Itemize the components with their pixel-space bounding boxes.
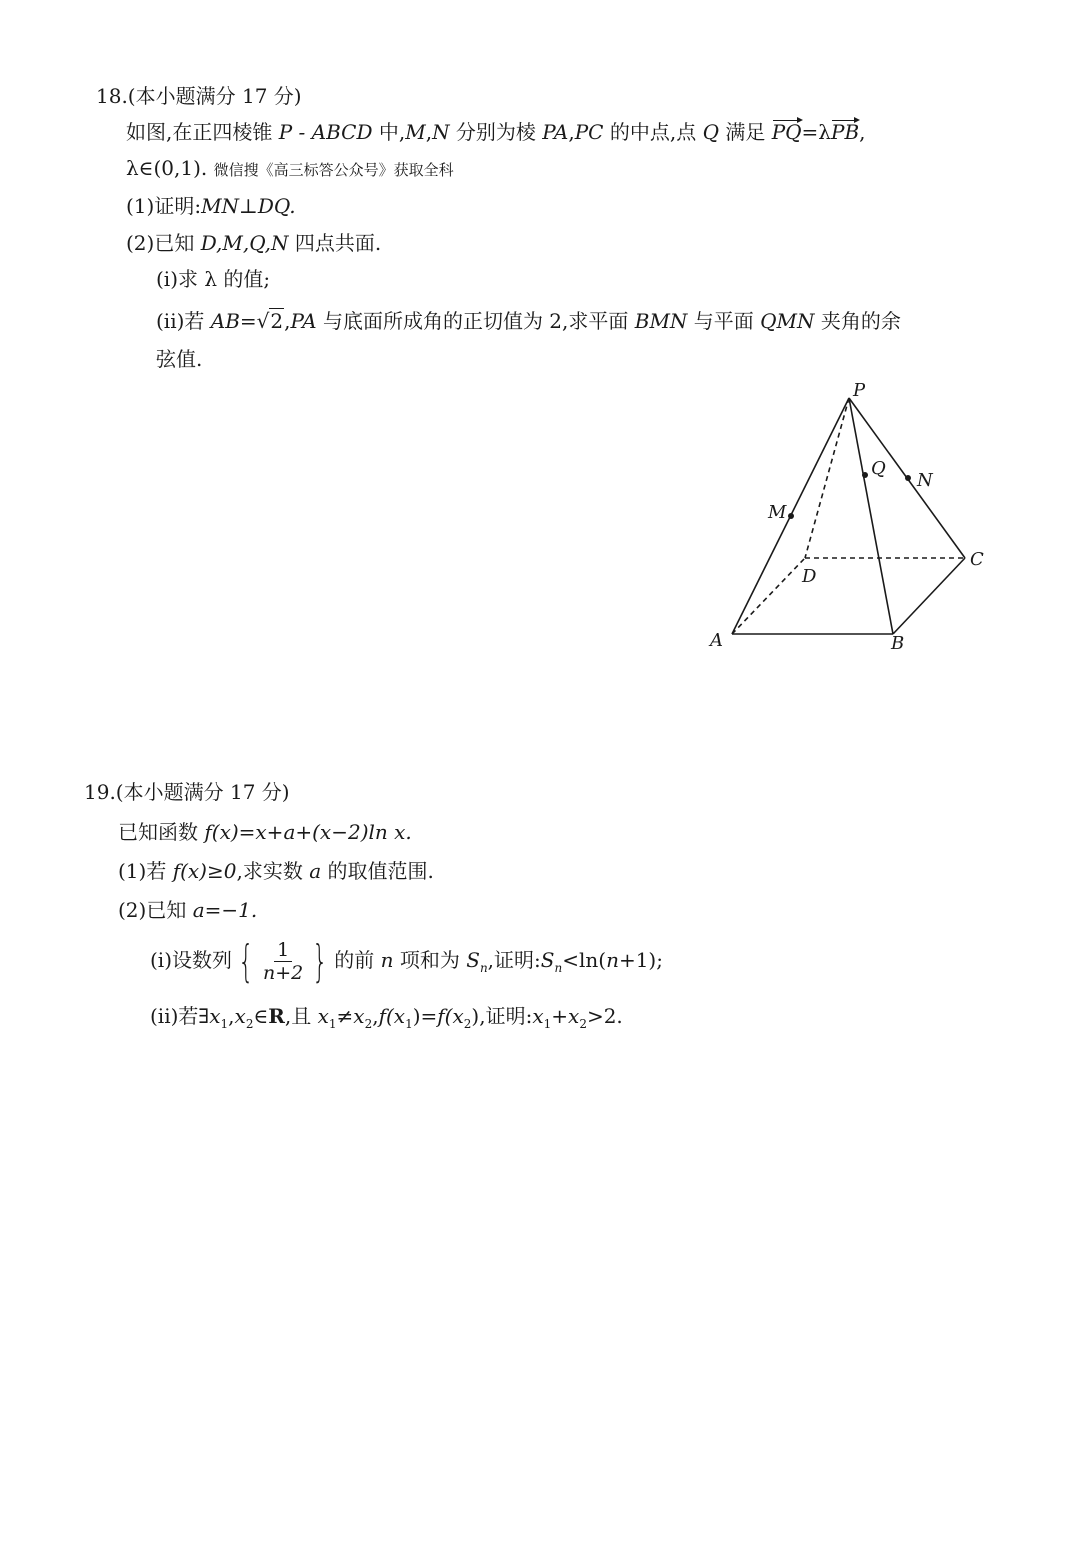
q18-stem-line2 xyxy=(126,154,454,184)
sqrt-two: √2 xyxy=(256,309,284,333)
watermark-text: 微信搜《高三标答公众号》获取全科 xyxy=(213,161,454,179)
q18-comma1: , xyxy=(425,120,433,144)
q19-p2i-a: (i)设数列 xyxy=(150,948,233,972)
q18-part1 xyxy=(126,192,296,220)
q18-q: Q xyxy=(702,120,719,144)
label-m: M xyxy=(768,502,787,523)
sequence-fraction xyxy=(232,935,334,987)
q18-p2-math: D,M,Q,N xyxy=(200,231,289,255)
var-x2d: x xyxy=(568,1004,580,1028)
q18-p2ii-ab: AB xyxy=(210,309,240,333)
q18-p2ii-pa: PA xyxy=(290,309,317,333)
vector-pb: PB xyxy=(830,120,860,144)
q19-header xyxy=(84,778,290,806)
var-x2b: x xyxy=(353,1004,365,1028)
q19-p2-a: (2)已知 xyxy=(118,898,193,922)
q19-part1 xyxy=(118,857,434,885)
q18-p1-label: (1)证明: xyxy=(126,194,202,218)
fraction-numerator: 1 xyxy=(274,939,292,962)
q18-stem-b: 中, xyxy=(372,120,406,144)
q19-p2ii-f1: f( xyxy=(378,1004,394,1028)
sub-1a: 1 xyxy=(220,1017,229,1031)
sub-1d: 1 xyxy=(543,1017,552,1031)
label-c: C xyxy=(970,549,984,570)
edge-pb xyxy=(849,398,893,634)
q19-header-text: 19.(本小题满分 17 分) xyxy=(84,780,290,804)
q19-p2i-n2: n xyxy=(606,948,619,972)
point-n xyxy=(905,475,911,481)
label-p: P xyxy=(853,380,866,401)
left-brace: { xyxy=(238,935,254,987)
q19-part2 xyxy=(118,896,257,924)
q19-p2i-s: S xyxy=(466,948,480,972)
var-x1b: x xyxy=(317,1004,329,1028)
q19-p2i-e: <ln( xyxy=(562,948,607,972)
q18-p2ii-e: 弦值. xyxy=(156,347,203,371)
q18-part2 xyxy=(126,229,381,257)
edge-bc xyxy=(893,558,965,634)
label-d: D xyxy=(802,566,817,587)
q19-p2i-sub2: n xyxy=(554,961,563,975)
q19-p2ii-f2: )= xyxy=(412,1004,438,1028)
edge-ad-hidden xyxy=(732,558,805,634)
q18-lambda-range: λ∈(0,1). xyxy=(126,156,208,180)
var-x2c: x xyxy=(452,1004,464,1028)
q18-eq-lambda: =λ xyxy=(801,120,831,144)
q19-p2i-sub: n xyxy=(479,961,488,975)
var-x1a: x xyxy=(209,1004,221,1028)
q19-p2i-c: 项和为 xyxy=(393,948,467,972)
sub-2a: 2 xyxy=(245,1017,254,1031)
label-q: Q xyxy=(871,458,886,479)
sub-2b: 2 xyxy=(364,1017,373,1031)
q19-p2ii-d: ,证明: xyxy=(479,1004,533,1028)
q18-p2-rest: 四点共面. xyxy=(288,231,382,255)
q19-stem xyxy=(118,818,412,846)
fraction-denominator: n+2 xyxy=(263,962,304,984)
q18-m: M xyxy=(405,120,426,144)
q19-p2ii-in: ∈ xyxy=(253,1004,269,1028)
q19-p2i-b: 的前 xyxy=(334,948,381,972)
q18-header-text: 18.(本小题满分 17 分) xyxy=(96,84,302,108)
sub-2d: 2 xyxy=(579,1017,587,1031)
var-x2a: x xyxy=(234,1004,246,1028)
q18-p1-math: MN⊥DQ. xyxy=(201,194,296,218)
q18-p2ii-b: 与底面所成角的正切值为 2,求平面 xyxy=(316,309,635,333)
q18-stem-c: 分别为棱 xyxy=(449,120,543,144)
q19-p2i-s2: S xyxy=(540,948,555,972)
q19-p2i-d: ,证明: xyxy=(487,948,541,972)
q18-p2-label: (2)已知 xyxy=(126,231,201,255)
q19-p2ii-b: ,且 xyxy=(284,1004,318,1028)
q19-p1-a-var: a xyxy=(309,859,322,883)
q18-p2ii-c: 与平面 xyxy=(687,309,761,333)
pyramid-figure xyxy=(705,378,1005,658)
q18-stem-f: , xyxy=(859,120,866,144)
sub-2c: 2 xyxy=(463,1017,472,1031)
q19-p2i-f: +1); xyxy=(618,948,663,972)
sub-1b: 1 xyxy=(328,1017,337,1031)
vector-pq: PQ xyxy=(771,120,802,144)
q19-p2ii-comma: , xyxy=(228,1004,235,1028)
q18-comma2: , xyxy=(568,120,575,144)
q18-pyramid: P - ABCD xyxy=(278,120,373,144)
real-numbers-r: R xyxy=(268,1004,285,1028)
q18-pc: PC xyxy=(574,120,604,144)
q19-p2ii-f3: f( xyxy=(437,1004,453,1028)
q18-p2ii-bmn: BMN xyxy=(634,309,688,333)
q19-p2i-n: n xyxy=(380,948,394,972)
q19-p2ii-a: (ii)若∃ xyxy=(150,1004,210,1028)
q18-stem-a: 如图,在正四棱锥 xyxy=(126,120,279,144)
var-x1c: x xyxy=(393,1004,406,1028)
q18-part2-ii xyxy=(156,307,901,335)
q18-p2ii-comma: , xyxy=(284,309,291,333)
q19-part2-i xyxy=(150,935,663,993)
label-n: N xyxy=(917,470,933,491)
q18-p2ii-qmn: QMN xyxy=(760,309,815,333)
q19-part2-ii xyxy=(150,1002,623,1038)
q19-function: f(x)=x+a+(x−2)ln x. xyxy=(204,820,412,844)
q18-pa: PA xyxy=(542,120,569,144)
point-m xyxy=(788,513,794,519)
q19-p1-b: ,求实数 xyxy=(236,859,310,883)
q18-p2ii-a: (ii)若 xyxy=(156,309,211,333)
label-b: B xyxy=(891,633,905,654)
q18-part2-i xyxy=(156,265,270,293)
var-x1d: x xyxy=(532,1004,544,1028)
q19-stem-a: 已知函数 xyxy=(118,820,205,844)
q19-p2ii-end: >2. xyxy=(586,1004,623,1028)
sqrt-two-value: 2 xyxy=(270,309,284,333)
q19-p2ii-neq: ≠ xyxy=(336,1004,354,1028)
q19-p1-a: (1)若 xyxy=(118,859,173,883)
q19-p2ii-c: , xyxy=(372,1004,379,1028)
q19-p2ii-f4: ) xyxy=(471,1004,480,1028)
q19-p1-f: f(x)≥0 xyxy=(172,859,237,883)
fraction xyxy=(260,939,306,984)
point-q xyxy=(862,472,868,478)
sub-1c: 1 xyxy=(405,1017,413,1031)
q18-stem-e: 满足 xyxy=(718,120,772,144)
q18-p2ii-eq: = xyxy=(239,309,257,333)
q18-stem-d: 的中点,点 xyxy=(603,120,703,144)
q19-p2-math: a=−1. xyxy=(192,898,258,922)
label-a: A xyxy=(710,630,723,651)
edge-pd-hidden xyxy=(805,398,849,558)
q19-p2ii-plus: + xyxy=(551,1004,569,1028)
q18-p2ii-d: 夹角的余 xyxy=(814,309,901,333)
q18-n: N xyxy=(432,120,450,144)
q18-p2i-text: (i)求 λ 的值; xyxy=(156,267,271,291)
q18-part2-ii-cont xyxy=(156,345,202,373)
q19-p1-c: 的取值范围. xyxy=(321,859,434,883)
right-brace: } xyxy=(312,935,328,987)
q18-header xyxy=(96,82,302,110)
q18-stem-line1 xyxy=(126,118,866,146)
